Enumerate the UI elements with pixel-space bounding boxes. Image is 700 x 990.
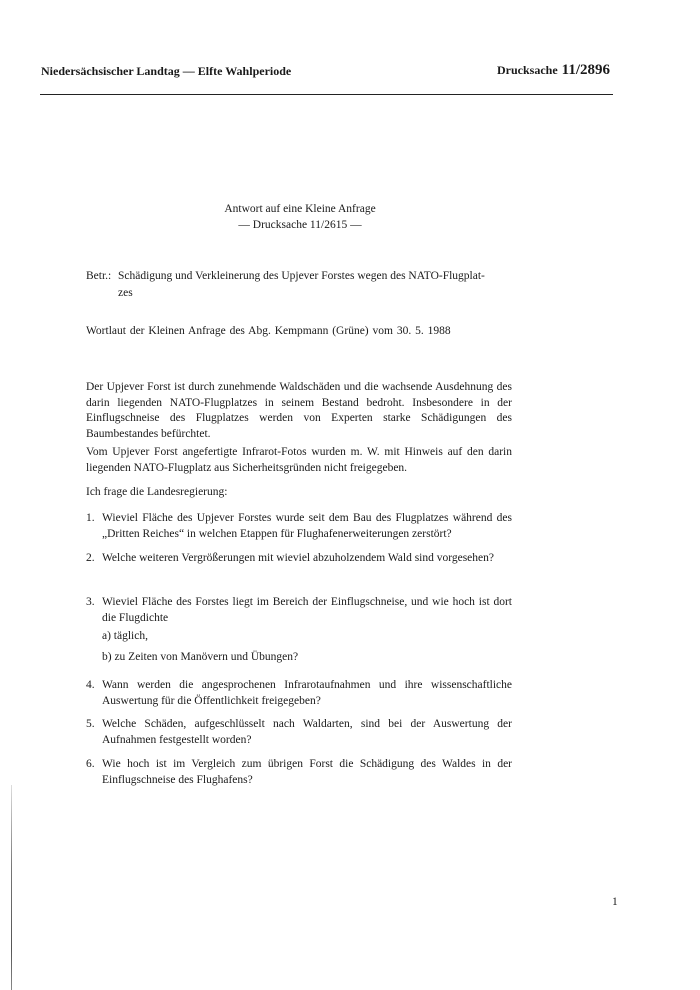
header-parliament-term: Niedersächsischer Landtag — Elfte Wahlperiode bbox=[41, 64, 292, 78]
question-2 bbox=[86, 551, 512, 567]
question-5 bbox=[86, 717, 512, 748]
drucksache-label: Drucksache bbox=[497, 63, 558, 77]
scan-edge-artifact bbox=[11, 785, 12, 990]
question-3-subitem-a: a) täglich, bbox=[102, 630, 148, 642]
inquiry-wording-line: Wortlaut der Kleinen Anfrage des Abg. Kempmann (Grüne) vom 30. 5. 1988 bbox=[86, 325, 451, 337]
question-text: Wann werden die angesprochenen Infrarotaufnahmen und ihre wissenschaftliche Auswertung für die Öffentlichkeit freigegeben? bbox=[102, 679, 512, 707]
drucksache-number: 11/2896 bbox=[561, 62, 611, 78]
title-line-2: — Drucksache 11/2615 — bbox=[238, 219, 362, 231]
question-text: Welche weiteren Vergrößerungen mit wieviel abzuholzendem Wald sind vorgesehen? bbox=[102, 552, 494, 564]
subject-line-2: zes bbox=[118, 287, 133, 299]
question-text: Wie hoch ist im Vergleich zum übrigen Forst die Schädigung des Waldes in der Einflugschneise des Flughafens? bbox=[102, 758, 512, 786]
page-number: 1 bbox=[612, 896, 618, 908]
subject-block bbox=[86, 268, 522, 302]
header-drucksache bbox=[497, 62, 610, 79]
paragraph-2: Vom Upjever Forst angefertigte Infrarot-Fotos wurden m. W. mit Hinweis auf den darin liegenden NATO-Flugplatz aus Sicherheitsgründen nicht freigegeben. bbox=[86, 446, 512, 474]
question-number: 4. bbox=[86, 679, 95, 691]
question-6 bbox=[86, 757, 512, 788]
question-text: Wieviel Fläche des Forstes liegt im Bereich der Einflugschneise, und wie hoch ist dort die Flugdichte bbox=[102, 596, 512, 624]
paragraph-1: Der Upjever Forst ist durch zunehmende Waldschäden und die wachsende Ausdehnung des darin liegenden NATO-Flugplatzes in seinem Bestand bedroht. Insbesondere in der Einflugschneise des Flugplatzes werden von Experten starke Schädigungen des Baumbestandes befürchtet. bbox=[86, 381, 512, 440]
question-4 bbox=[86, 678, 512, 709]
title-line-1: Antwort auf eine Kleine Anfrage bbox=[224, 203, 376, 215]
question-3-subitem-b: b) zu Zeiten von Manövern und Übungen? bbox=[102, 651, 299, 663]
question-text: Welche Schäden, aufgeschlüsselt nach Waldarten, sind bei der Auswertung der Aufnahmen festgestellt worden? bbox=[102, 718, 512, 746]
question-number: 6. bbox=[86, 758, 95, 770]
subject-label: Betr.: bbox=[86, 270, 112, 282]
question-3 bbox=[86, 595, 512, 626]
subject-line-1: Schädigung und Verkleinerung des Upjever Forstes wegen des NATO-Flugplat- bbox=[118, 270, 485, 282]
header-rule bbox=[40, 94, 613, 95]
paragraph-3: Ich frage die Landesregierung: bbox=[86, 486, 228, 498]
question-1 bbox=[86, 511, 512, 542]
question-number: 3. bbox=[86, 596, 95, 608]
question-text: Wieviel Fläche des Upjever Forstes wurde seit dem Bau des Flugplatzes während des „Dritten Reiches“ in welchen Etappen für Flughafenerweiterungen zerstört? bbox=[102, 512, 512, 540]
question-number: 1. bbox=[86, 512, 95, 524]
document-title bbox=[150, 201, 450, 233]
question-number: 2. bbox=[86, 552, 95, 564]
question-number: 5. bbox=[86, 718, 95, 730]
